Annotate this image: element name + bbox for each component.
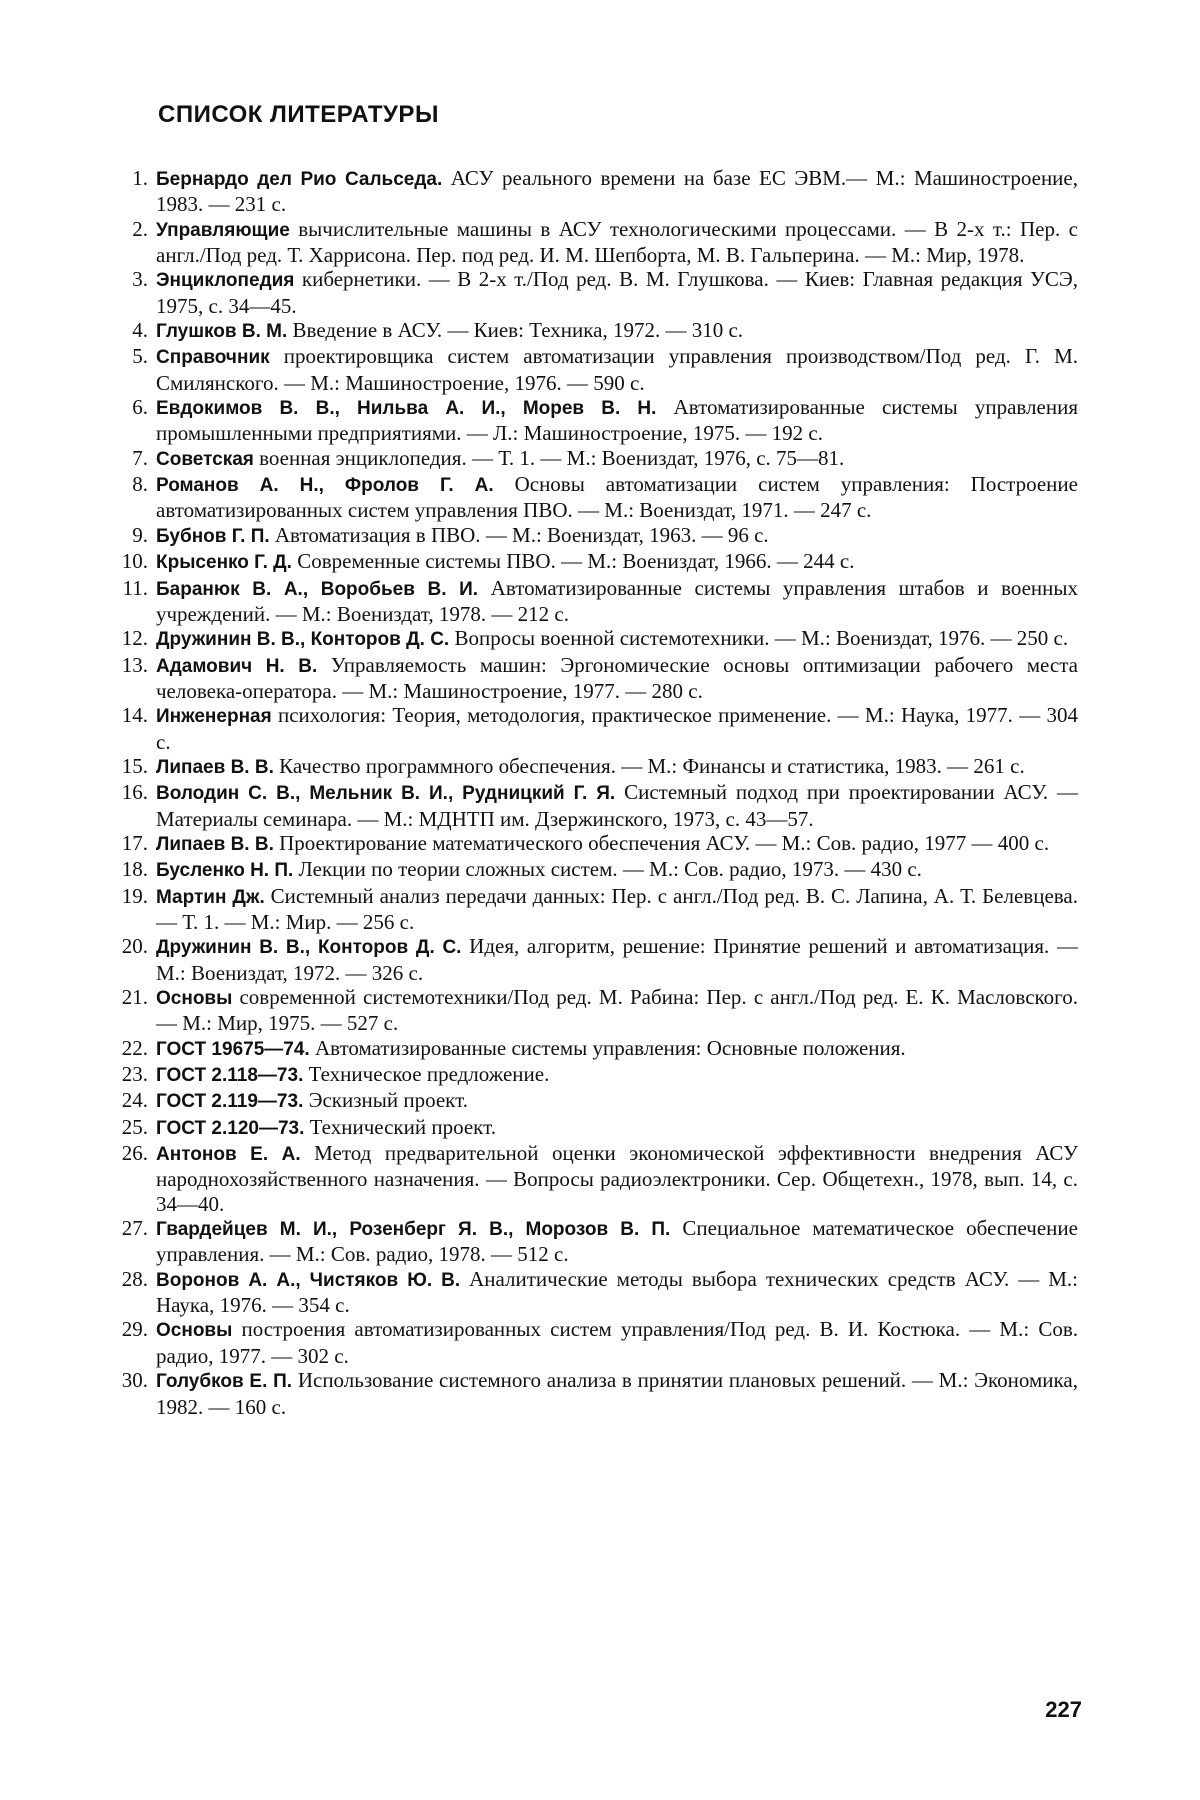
reference-text: Системный анализ передачи данных: Пер. с англ./Под ред. В. С. Лапина, А. Т. Белевцева. — Т. 1. — М.: Мир. — 256 с. bbox=[156, 883, 1078, 934]
reference-number: 1. bbox=[132, 166, 148, 190]
reference-number: 13. bbox=[121, 652, 148, 677]
reference-author: ГОСТ 2.119—73. bbox=[156, 1091, 304, 1113]
reference-item bbox=[118, 780, 1078, 831]
reference-text: Технический проект. bbox=[304, 1114, 496, 1139]
reference-text: Введение в АСУ. — Киев: Техника, 1972. — 310 с. bbox=[287, 318, 744, 343]
reference-text: военная энциклопедия. — Т. 1. — М.: Воениздат, 1976, с. 75—81. bbox=[253, 445, 845, 470]
reference-number: 19. bbox=[121, 883, 148, 908]
reference-item bbox=[118, 985, 1078, 1036]
reference-item bbox=[118, 1317, 1078, 1368]
reference-text: Аналитические методы выбора технических средств АСУ. — М.: Наука, 1976. — 354 с. bbox=[156, 1266, 1078, 1318]
reference-number: 25. bbox=[121, 1114, 148, 1139]
reference-item bbox=[118, 523, 1078, 549]
reference-number: 11. bbox=[122, 575, 148, 600]
reference-number: 17. bbox=[121, 830, 148, 855]
reference-number: 3. bbox=[132, 267, 148, 292]
reference-number: 23. bbox=[121, 1062, 148, 1087]
reference-number: 29. bbox=[121, 1317, 148, 1342]
reference-item bbox=[118, 267, 1078, 318]
reference-number: 15. bbox=[121, 753, 148, 778]
reference-item bbox=[118, 1062, 1078, 1088]
reference-author: Баранюк В. А., Воробьев В. И. bbox=[156, 578, 479, 600]
reference-author: Дружинин В. В., Конторов Д. С. bbox=[156, 937, 462, 959]
reference-author: ГОСТ 2.120—73. bbox=[156, 1117, 305, 1139]
reference-author: Романов А. Н., Фролов Г. А. bbox=[156, 475, 494, 497]
reference-text: Проектирование математического обеспечения АСУ. — М.: Сов. радио, 1977 — 400 с. bbox=[273, 830, 1050, 855]
reference-number: 12. bbox=[121, 626, 148, 651]
reference-number: 22. bbox=[121, 1035, 148, 1060]
reference-author: Антонов Е. А. bbox=[156, 1144, 301, 1166]
reference-author: Голубков Е. П. bbox=[156, 1371, 293, 1393]
reference-item bbox=[118, 395, 1078, 446]
reference-text: Идея, алгоритм, решение: Принятие решений и автоматизация. — М.: Воениздат, 1972. — 326 с. bbox=[156, 934, 1078, 985]
reference-author: Гвардейцев М. И., Розенберг Я. В., Морозов В. П. bbox=[156, 1219, 671, 1241]
reference-author: Володин С. В., Мельник В. И., Рудницкий Г. Я. bbox=[156, 783, 616, 805]
reference-author: Крысенко Г. Д. bbox=[156, 552, 292, 574]
reference-item bbox=[118, 703, 1078, 754]
reference-author: ГОСТ 19675—74. bbox=[156, 1038, 310, 1060]
page-title: СПИСОК ЛИТЕРАТУРЫ bbox=[158, 101, 439, 128]
reference-text: Системный подход при проектировании АСУ. — Материалы семинара. — М.: МДНТП им. Дзержинского, 1973, с. 43—57. bbox=[156, 780, 1078, 831]
reference-item bbox=[118, 934, 1078, 985]
reference-item bbox=[118, 1088, 1078, 1114]
reference-author: Основы bbox=[156, 1320, 233, 1342]
reference-number: 8. bbox=[132, 472, 148, 497]
reference-item bbox=[118, 1036, 1078, 1062]
reference-text: АСУ реального времени на базе ЕС ЭВМ.— М.: Машиностроение, 1983. — 231 с. bbox=[156, 166, 1078, 217]
reference-number: 2. bbox=[132, 216, 148, 241]
reference-number: 4. bbox=[132, 318, 148, 343]
reference-author: Основы bbox=[156, 988, 233, 1009]
reference-item bbox=[118, 217, 1078, 268]
reference-item bbox=[118, 1141, 1078, 1216]
reference-text: Вопросы военной системотехники. — М.: Воениздат, 1976. — 250 с. bbox=[449, 626, 1069, 651]
reference-text: Эскизный проект. bbox=[303, 1088, 468, 1113]
reference-number: 28. bbox=[121, 1266, 148, 1291]
reference-number: 20. bbox=[121, 934, 148, 959]
reference-number: 21. bbox=[121, 985, 148, 1009]
reference-number: 6. bbox=[132, 395, 148, 420]
reference-text: проектировщика систем автоматизации управления производством/Под ред. Г. М. Смилянского. — М.: Машиностроение, 1976. — 590 с. bbox=[156, 344, 1078, 395]
reference-item bbox=[118, 549, 1078, 575]
reference-number: 10. bbox=[121, 549, 148, 574]
reference-number: 14. bbox=[121, 703, 148, 728]
reference-text: вычислительные машины в АСУ технологическими процессами. — В 2-х т.: Пер. с англ./Под ред. Т. Харрисона. Пер. под ред. И. М. Шепборта, М. В. Гальперина. — М.: Мир, 1978. bbox=[156, 216, 1078, 268]
reference-author: Глушков В. М. bbox=[156, 321, 288, 343]
reference-author: Справочник bbox=[156, 347, 270, 369]
reference-text: современной системотехники/Под ред. М. Рабина: Пер. с англ./Под ред. Е. К. Масловского. — М.: Мир, 1975. — 527 с. bbox=[156, 985, 1078, 1036]
reference-author: Бубнов Г. П. bbox=[156, 525, 270, 547]
reference-text: Современные системы ПВО. — М.: Воениздат, 1966. — 244 с. bbox=[291, 549, 855, 574]
reference-author: ГОСТ 2.118—73. bbox=[156, 1065, 304, 1087]
reference-author: Энциклопедия bbox=[156, 270, 295, 292]
reference-author: Липаев В. В. bbox=[156, 756, 274, 778]
reference-text: Метод предварительной оценки экономической эффективности внедрения АСУ народнохозяйственного назначения. — Вопросы радиоэлектроники. Сер. Общетехн., 1978, вып. 14, с. 34—40. bbox=[156, 1141, 1078, 1216]
reference-text: построения автоматизированных систем управления/Под ред. В. И. Костюка. — М.: Сов. радио, 1977. — 302 с. bbox=[156, 1317, 1078, 1368]
reference-item bbox=[118, 653, 1078, 704]
reference-item bbox=[118, 318, 1078, 344]
reference-item bbox=[118, 446, 1078, 472]
reference-item bbox=[118, 1267, 1078, 1318]
reference-item bbox=[118, 344, 1078, 395]
reference-item bbox=[118, 1368, 1078, 1419]
reference-author: Бернардо дел Рио Сальседа. bbox=[156, 169, 443, 190]
reference-item bbox=[118, 857, 1078, 883]
reference-item bbox=[118, 166, 1078, 217]
reference-item bbox=[118, 472, 1078, 523]
reference-text: Лекции по теории сложных систем. — М.: Сов. радио, 1973. — 430 с. bbox=[293, 857, 922, 882]
reference-list bbox=[118, 166, 1078, 1419]
reference-number: 5. bbox=[132, 344, 148, 369]
reference-number: 26. bbox=[121, 1141, 148, 1166]
reference-text: Автоматизация в ПВО. — М.: Воениздат, 1963. — 96 с. bbox=[269, 522, 769, 547]
reference-item bbox=[118, 831, 1078, 857]
reference-text: кибернетики. — В 2-х т./Под ред. В. М. Глушкова. — Киев: Главная редакция УСЭ, 1975, с. 34—45. bbox=[156, 267, 1078, 318]
reference-text: Автоматизированные системы управления: Основные положения. bbox=[309, 1035, 906, 1060]
reference-author: Липаев В. В. bbox=[156, 833, 274, 855]
reference-item bbox=[118, 626, 1078, 652]
reference-text: Специальное математическое обеспечение управления. — М.: Сов. радио, 1978. — 512 с. bbox=[156, 1216, 1078, 1267]
reference-author: Воронов А. А., Чистяков Ю. В. bbox=[156, 1269, 461, 1291]
reference-author: Мартин Дж. bbox=[156, 886, 265, 908]
reference-number: 9. bbox=[132, 522, 148, 547]
reference-text: Управляемость машин: Эргономические основы оптимизации рабочего места человека-оператора. — М.: Машиностроение, 1977. — 280 с. bbox=[156, 652, 1078, 703]
reference-item bbox=[118, 576, 1078, 627]
reference-item bbox=[118, 1115, 1078, 1141]
reference-text: Основы автоматизации систем управления: Построение автоматизированных систем управления ПВО. — М.: Воениздат, 1971. — 247 с. bbox=[156, 472, 1078, 523]
reference-author: Управляющие bbox=[156, 219, 290, 241]
reference-author: Бусленко Н. П. bbox=[156, 860, 294, 882]
reference-author: Инженерная bbox=[156, 706, 272, 728]
reference-number: 18. bbox=[121, 857, 148, 882]
reference-text: Использование системного анализа в принятии плановых решений. — М.: Экономика, 1982. — 160 с. bbox=[156, 1368, 1078, 1419]
reference-number: 27. bbox=[121, 1216, 148, 1241]
page-number: 227 bbox=[1045, 1697, 1082, 1722]
reference-text: Техническое предложение. bbox=[303, 1062, 550, 1087]
reference-item bbox=[118, 884, 1078, 935]
reference-text: Качество программного обеспечения. — М.: Финансы и статистика, 1983. — 261 с. bbox=[273, 753, 1025, 778]
reference-number: 30. bbox=[121, 1368, 148, 1393]
reference-text: Автоматизированные системы управления штабов и военных учреждений. — М.: Воениздат, 1978. — 212 с. bbox=[156, 575, 1079, 626]
reference-author: Адамович Н. В. bbox=[156, 655, 318, 677]
reference-author: Советская bbox=[156, 448, 254, 470]
reference-author: Дружинин В. В., Конторов Д. С. bbox=[156, 629, 450, 651]
reference-author: Евдокимов В. В., Нильва А. И., Морев В. Н. bbox=[156, 398, 657, 420]
reference-number: 7. bbox=[132, 445, 148, 470]
reference-text: Автоматизированные системы управления промышленными предприятиями. — Л.: Машиностроение, 1975. — 192 с. bbox=[156, 395, 1078, 446]
reference-text: психология: Теория, методология, практическое применение. — М.: Наука, 1977. — 304 с. bbox=[156, 703, 1078, 754]
reference-item bbox=[118, 754, 1078, 780]
reference-item bbox=[118, 1216, 1078, 1267]
reference-number: 16. bbox=[121, 780, 148, 805]
reference-number: 24. bbox=[121, 1088, 148, 1113]
